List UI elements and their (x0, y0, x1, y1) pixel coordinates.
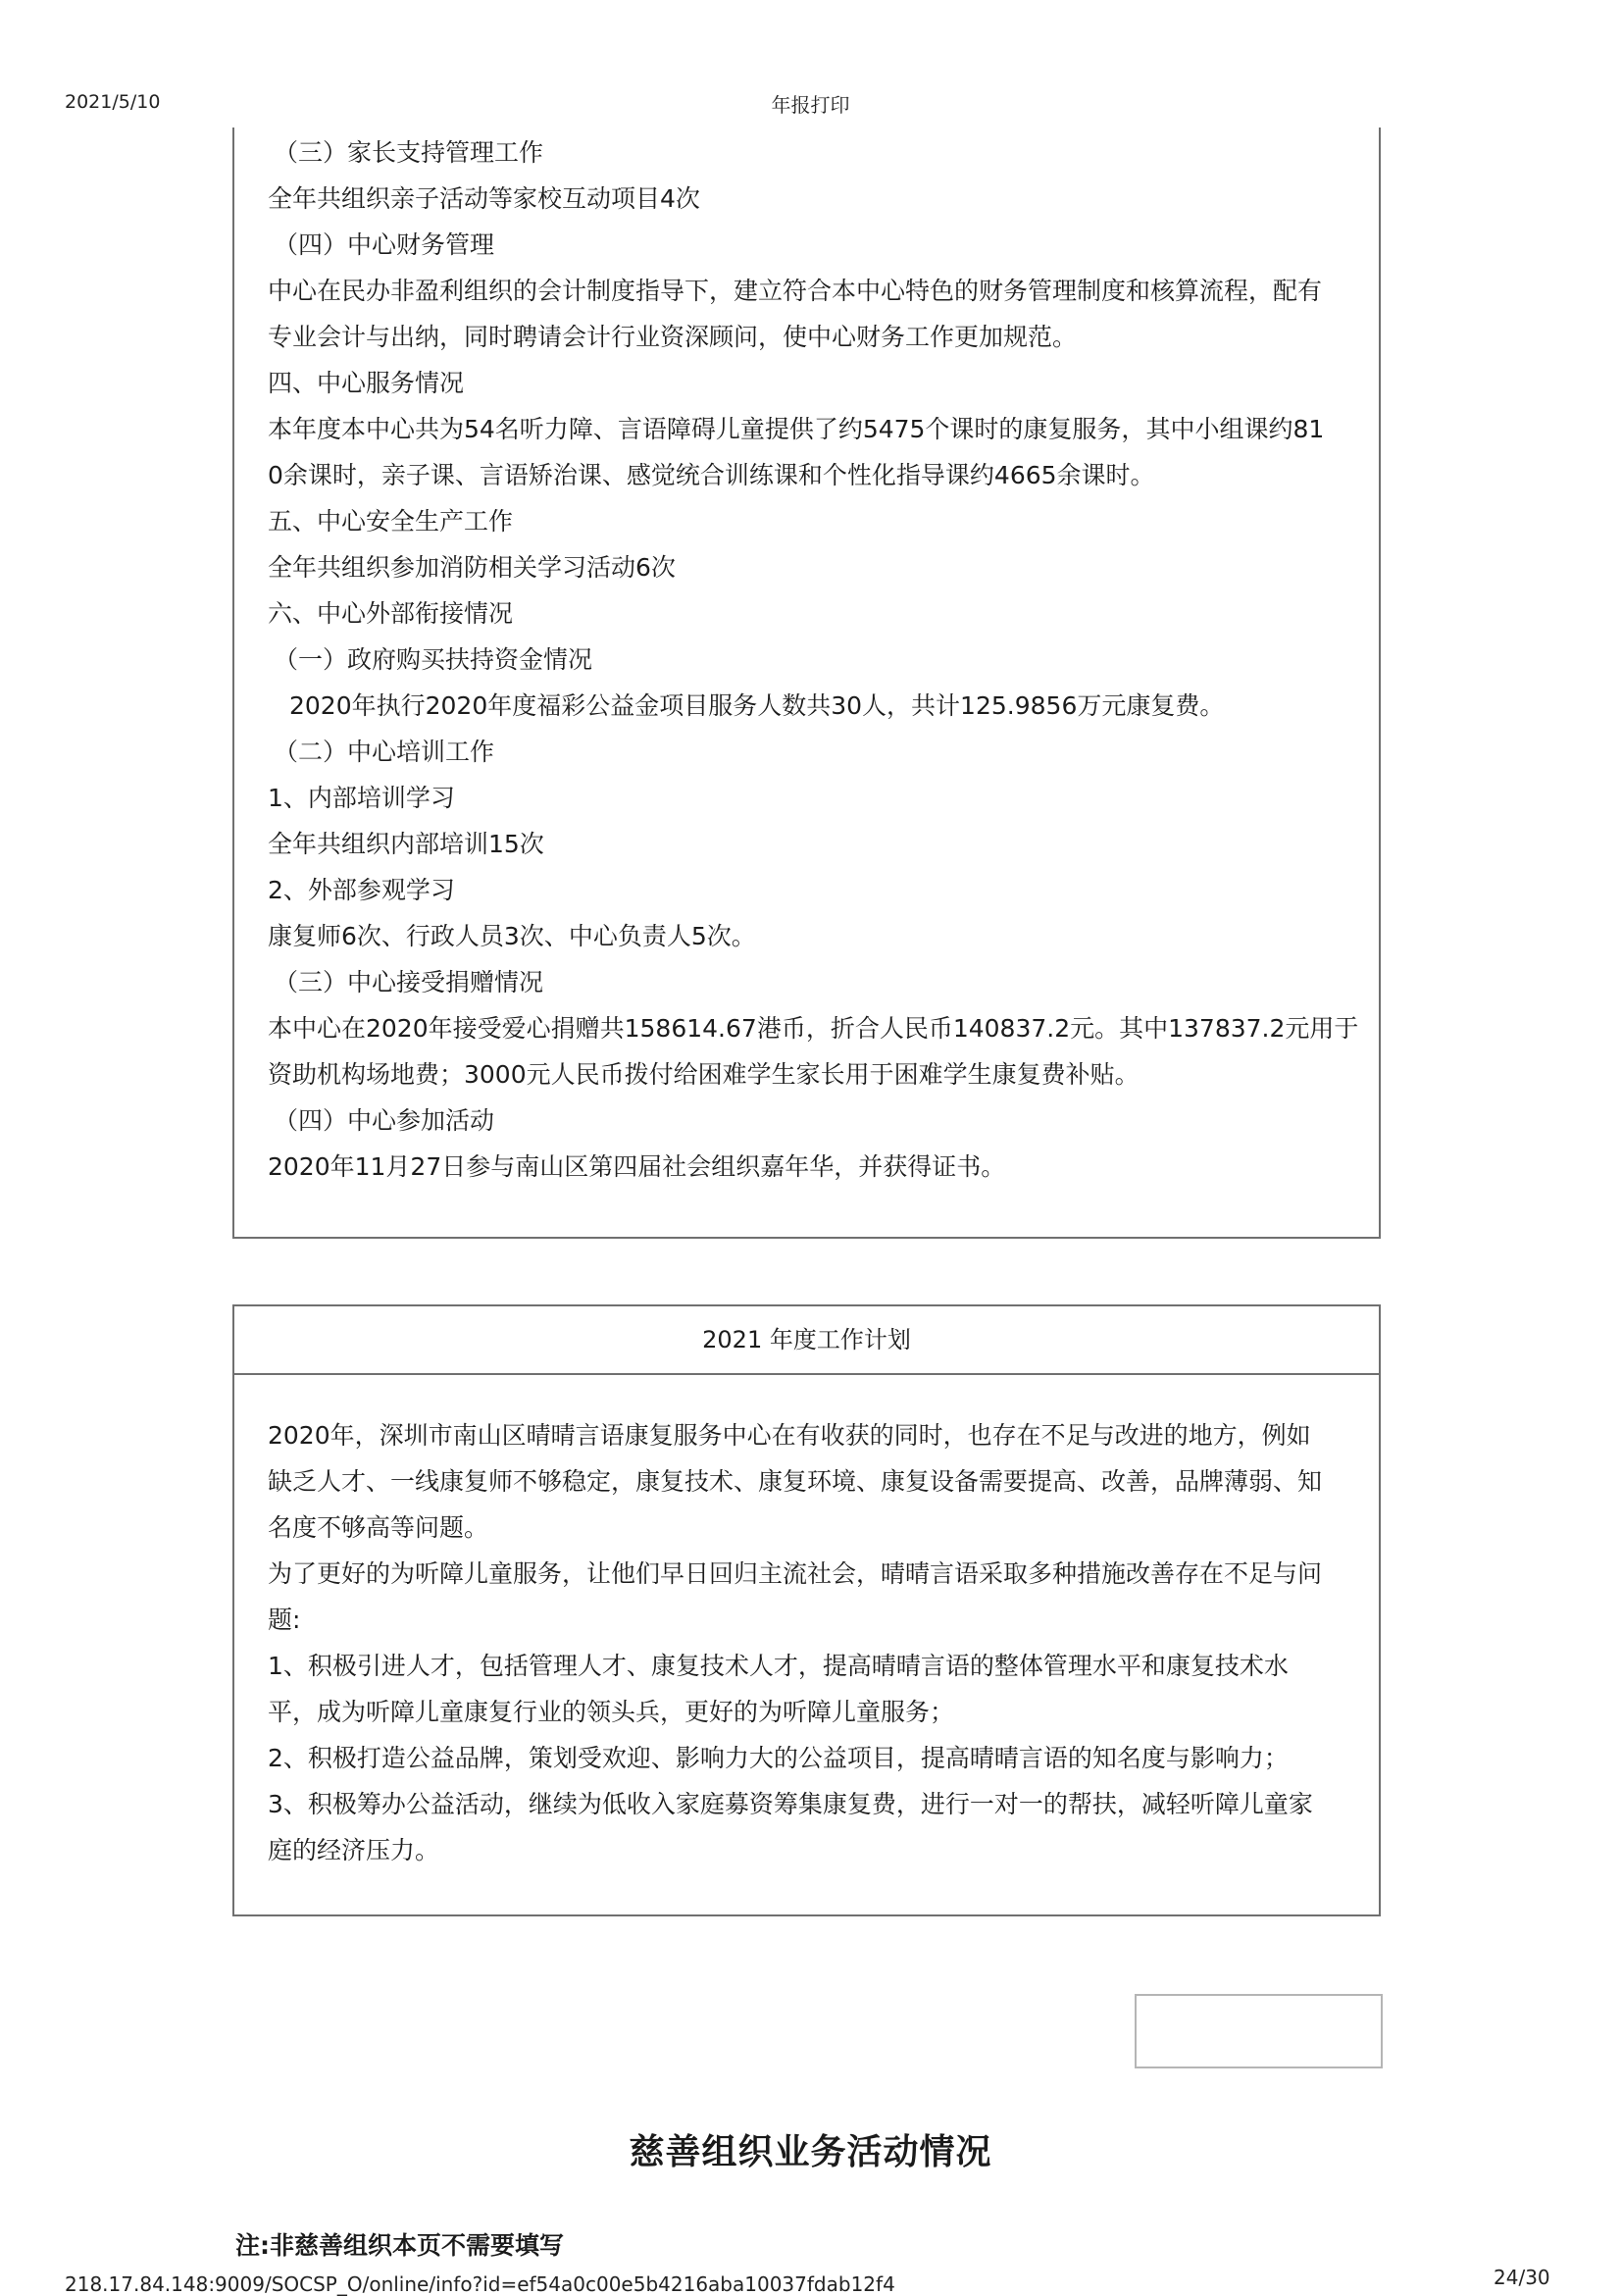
paragraph-line: 2020年，深圳市南山区晴晴言语康复服务中心在有收获的同时，也存在不足与改进的地方，例如 (268, 1421, 1311, 1450)
charity-section-note: 注:非慈善组织本页不需要填写 (235, 2231, 564, 2260)
paragraph-line: 2020年11月27日参与南山区第四届社会组织嘉年华，并获得证书。 (268, 1152, 1006, 1181)
work-summary-box (232, 128, 1381, 1239)
section-heading: 四、中心服务情况 (268, 369, 465, 397)
paragraph-line: 0余课时，亲子课、言语矫治课、感觉统合训练课和个性化指导课约4665余课时。 (268, 461, 1155, 489)
subsection-heading: （三）家长支持管理工作 (274, 138, 544, 167)
plan-item-line: 1、积极引进人才，包括管理人才、康复技术人才，提高晴晴言语的整体管理水平和康复技术水 (268, 1652, 1289, 1680)
section-heading: 五、中心安全生产工作 (268, 507, 514, 536)
plan-item-line: 庭的经济压力。 (268, 1836, 440, 1864)
paragraph-line: 题: (268, 1606, 301, 1634)
subsection-heading: （四）中心参加活动 (274, 1106, 495, 1135)
paragraph-line: 2020年执行2020年度福彩公益金项目服务人数共30人，共计125.9856万元康复费。 (289, 691, 1225, 720)
subsection-heading: （四）中心财务管理 (274, 230, 495, 259)
paragraph-line: 专业会计与出纳，同时聘请会计行业资深顾问，使中心财务工作更加规范。 (268, 323, 1078, 351)
plan-item-line: 平，成为听障儿童康复行业的领头兵，更好的为听障儿童服务； (268, 1698, 955, 1726)
section-heading: 六、中心外部衔接情况 (268, 599, 514, 628)
footer-url: 218.17.84.148:9009/SOCSP_O/online/info?id=ef54a0c00e5b4216aba10037fdab12f4 (65, 2272, 895, 2296)
paragraph-line: 本年度本中心共为54名听力障、言语障碍儿童提供了约5475个课时的康复服务，其中小组课约81 (268, 415, 1325, 443)
paragraph-line: 名度不够高等问题。 (268, 1513, 489, 1542)
charity-section-title: 慈善组织业务活动情况 (629, 2132, 992, 2172)
paragraph-line: 资助机构场地费；3000元人民币拨付给困难学生家长用于困难学生康复费补贴。 (268, 1060, 1140, 1089)
paragraph-line: 为了更好的为听障儿童服务，让他们早日回归主流社会，晴晴言语采取多种措施改善存在不足与问 (268, 1559, 1323, 1588)
paragraph-line: 全年共组织亲子活动等家校互动项目4次 (268, 184, 700, 213)
paragraph-line: 本中心在2020年接受爱心捐赠共158614.67港币，折合人民币140837.2元。其中137837.2元用于 (268, 1014, 1359, 1043)
page-number: 24/30 (1494, 2266, 1550, 2289)
work-plan-title: 2021 年度工作计划 (234, 1306, 1379, 1375)
work-plan-box (232, 1304, 1381, 1916)
item-heading: 2、外部参观学习 (268, 876, 455, 904)
print-date: 2021/5/10 (65, 91, 161, 113)
paragraph-line: 全年共组织内部培训15次 (268, 830, 544, 858)
paragraph-line: 全年共组织参加消防相关学习活动6次 (268, 553, 676, 582)
paragraph-line: 缺乏人才、一线康复师不够稳定，康复技术、康复环境、康复设备需要提高、改善，品牌薄弱、知 (268, 1467, 1323, 1496)
paragraph-line: 康复师6次、行政人员3次、中心负责人5次。 (268, 922, 756, 950)
empty-stamp-box (1135, 1994, 1383, 2068)
subsection-heading: （一）政府购买扶持资金情况 (274, 645, 593, 674)
plan-item-line: 3、积极筹办公益活动，继续为低收入家庭募资筹集康复费，进行一对一的帮扶，减轻听障儿童家 (268, 1790, 1313, 1818)
subsection-heading: （二）中心培训工作 (274, 738, 495, 766)
print-title: 年报打印 (771, 93, 850, 117)
subsection-heading: （三）中心接受捐赠情况 (274, 968, 544, 996)
item-heading: 1、内部培训学习 (268, 784, 455, 812)
plan-item-line: 2、积极打造公益品牌，策划受欢迎、影响力大的公益项目，提高晴晴言语的知名度与影响力； (268, 1744, 1289, 1772)
paragraph-line: 中心在民办非盈利组织的会计制度指导下，建立符合本中心特色的财务管理制度和核算流程，配有 (268, 277, 1323, 305)
